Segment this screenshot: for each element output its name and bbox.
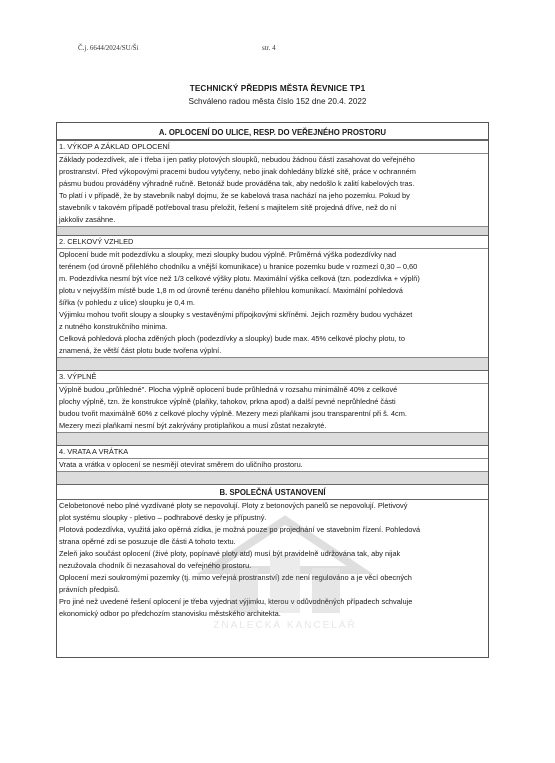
row-separator	[57, 471, 488, 484]
watermark-text: ZNALECKÁ KANCELÁŘ	[213, 620, 357, 631]
text-line: To platí i v případě, že by stavebník nabyl dojmu, že se kabelová trasa nachází na jeho pozemku. Pokud by	[59, 191, 410, 200]
text-line: budou tvořit maximálně 60% z celkové plochy výplně. Mezery mezi plaňkami jsou transparentní při š. 4cm.	[59, 409, 407, 418]
text-line: ekonomický odbor po předchozím stanovisku městského architekta.	[59, 609, 281, 618]
text-line: šířka (v pohledu z ulice) sloupku je 0,4 m.	[59, 298, 195, 307]
text-line: znamená, že větší část plotu bude tvořena výplní.	[59, 346, 222, 355]
text-line: plochy výplně, tzn. že konstrukce výplně (plaňky, tahokov, prkna apod) a další pevné neprůhledné části	[59, 397, 396, 406]
text-line: právních předpisů.	[59, 585, 120, 594]
row-separator	[57, 357, 488, 370]
text-line: strana opěrné zdi se posuzuje dle části A tohoto textu.	[59, 537, 236, 546]
item-4-body	[57, 459, 488, 471]
text-line: Plotová podezdívka, využitá jako opěrná zídka, je možná pouze po projednání ve stavebním řízení. Pohledová	[59, 525, 421, 534]
section-a-heading: A. OPLOCENÍ DO ULICE, RESP. DO VEŘEJNÉHO PROSTORU	[57, 123, 488, 140]
item-1-body	[57, 154, 488, 226]
text-line: Základy podezdívek, ale i třeba i jen patky plotových sloupků, nebudou žádnou částí zasahovat do veřejného	[59, 155, 415, 164]
text-line: terénem (od úrovně přilehlého chodníku a vnější komunikace) u hranice pozemku bude v rozmezí 0,30 – 0,60	[59, 262, 418, 271]
text-line: plot systému sloupky - pletivo – podhrabové desky je přípustný.	[59, 513, 267, 522]
row-separator	[57, 432, 488, 445]
item-1-heading: 1. VÝKOP A ZÁKLAD OPLOCENÍ	[57, 140, 488, 154]
text-line: z nutného konstrukčního minima.	[59, 322, 168, 331]
text-line: stavebník v takovém případě potřeboval trasu přeložit, řešení s majitelem sítě projedná dříve, než do ní	[59, 203, 397, 212]
item-4-heading: 4. VRATA A VRÁTKA	[57, 445, 488, 459]
text-line: Mezery mezi plaňkami nesmí být zakrývány protiplaňkou a musí zůstat nezakryté.	[59, 421, 327, 430]
text-line: Celobetonové nebo plné vyzdívané ploty se nepovolují. Ploty z betonových panelů se nepovolují. Pletivový	[59, 501, 408, 510]
text-line: Oplocení mezi soukromými pozemky (tj. mimo veřejná prostranství) zde není regulováno a je věcí obecných	[59, 573, 412, 582]
reference-number: Č.j. 6644/2024/SU/Ši	[78, 44, 139, 52]
text-line: Pro jiné než uvedené řešení oplocení je třeba vyjednat výjimku, kterou v odůvodněných případech schvaluje	[59, 597, 413, 606]
text-line: Výjimku mohou tvořit sloupy a sloupky s vestavěnými přípojkovými skříněmi. Jejich rozměry budou vycházet	[59, 310, 413, 319]
section-b-body	[57, 500, 488, 620]
text-line: Oplocení bude mít podezdívku a sloupky, mezi sloupky budou výplně. Průměrná výška podezdívky nad	[59, 250, 397, 259]
text-line: Vrata a vrátka v oplocení se nesmějí otevírat směrem do uličního prostoru.	[59, 460, 303, 469]
item-2-body	[57, 249, 488, 357]
text-line: nezužovala chodník či nezasahoval do veřejného prostoru.	[59, 561, 252, 570]
text-line: pásmu budou prováděny výhradně ručně. Betonáž bude prováděna tak, aby nedošlo k zalití kabelových tras.	[59, 179, 415, 188]
text-line: plotu v nejvyšším místě bude 1,8 m od úrovně terénu daného přilehlou komunikací. Maximální pohledová	[59, 286, 403, 295]
item-3-heading: 3. VÝPLNĚ	[57, 370, 488, 384]
section-b-heading: B. SPOLEČNÁ USTANOVENÍ	[57, 484, 488, 500]
text-line: Celková pohledová plocha zděných ploch (podezdívky a sloupky) bude max. 45% celkové plochy plotu, to	[59, 334, 405, 343]
text-line: Výplně budou „průhledné". Plocha výplně oplocení bude průhledná v rozsahu minimálně 40% z celkové	[59, 385, 398, 394]
text-line: jakkoliv zasáhne.	[59, 215, 116, 224]
document-title: TECHNICKÝ PŘEDPIS MĚSTA ŘEVNICE TP1	[189, 84, 366, 93]
row-separator	[57, 226, 488, 235]
page-number: str. 4	[262, 44, 276, 52]
text-line: prostranství. Před výkopovými pracemi budou vytyčeny, nebo jinak dohledány blízké sítě, práce v ochranném	[59, 167, 416, 176]
document-subtitle: Schváleno radou města číslo 152 dne 20.4. 2022	[188, 97, 367, 106]
item-2-heading: 2. CELKOVÝ VZHLED	[57, 235, 488, 249]
item-3-body	[57, 384, 488, 432]
text-line: m. Podezdívka nesmí být více než 1/3 celkové výšky plotu. Maximální výška celková (tzn. podezdívka + výplň)	[59, 274, 420, 283]
text-line: Zeleň jako součást oplocení (živé ploty, popínavé ploty atd) musí být pravidelně udržována tak, aby nijak	[59, 549, 401, 558]
regulation-table	[56, 122, 489, 658]
